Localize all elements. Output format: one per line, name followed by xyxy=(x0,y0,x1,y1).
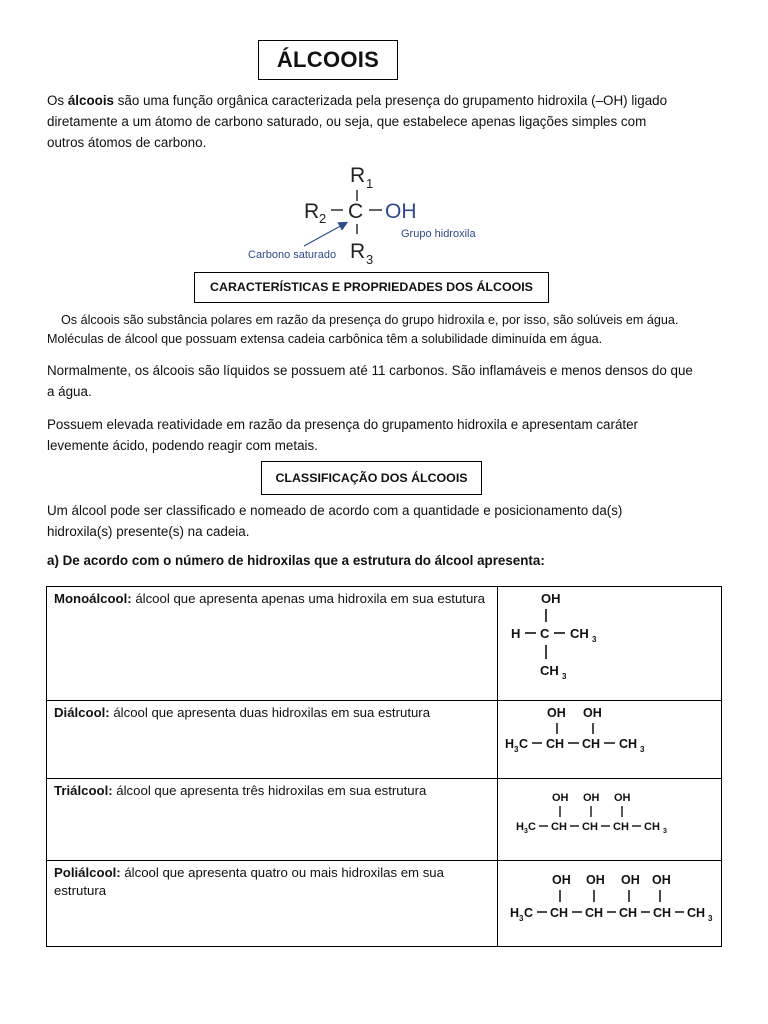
hydroxyl-label: Grupo hidroxila xyxy=(401,228,476,240)
formula-oh: OH xyxy=(583,792,600,804)
formula-ch: CH xyxy=(550,906,569,920)
formula-ch: CH xyxy=(582,821,598,833)
formula-ch: CH xyxy=(585,906,604,920)
formula-c: C xyxy=(519,737,529,751)
table-cell-description xyxy=(47,701,498,779)
formula-h: H xyxy=(511,626,521,641)
row-term: Monoálcool: xyxy=(54,591,132,606)
row-description: álcool que apresenta três hidroxilas em sua estrutura xyxy=(112,783,427,798)
intro-paragraph xyxy=(47,90,737,153)
properties-p3-line-1: Possuem elevada reatividade em razão da presença do grupamento hidroxila e apresentam caráter xyxy=(47,417,639,432)
formula-sub3: 3 xyxy=(663,828,667,835)
formula-ch3: CH xyxy=(570,626,589,641)
monoalcohol-structure xyxy=(498,587,718,695)
classification-line-2: hidroxila(s) presente(s) na cadeia. xyxy=(47,524,250,539)
row-description: álcool que apresenta apenas uma hidroxila em sua estutura xyxy=(131,591,486,606)
row-description: álcool que apresenta quatro ou mais hidroxilas em sua estrutura xyxy=(54,865,444,898)
general-alcohol-structure xyxy=(242,160,482,270)
formula-sub3-bottom: 3 xyxy=(562,672,567,681)
formula-ch: CH xyxy=(551,821,567,833)
r3-label: R xyxy=(350,240,366,263)
properties-paragraph-2 xyxy=(47,360,737,402)
saturated-carbon-arrow xyxy=(304,223,346,246)
formula-oh: OH xyxy=(614,792,631,804)
r2-label: R xyxy=(304,200,320,223)
trialcohol-structure xyxy=(498,779,718,855)
classification-section-title: CLASSIFICAÇÃO DOS ÁLCOOIS xyxy=(261,461,482,495)
properties-p2-line-2: a água. xyxy=(47,384,92,399)
row-term: Triálcool: xyxy=(54,783,113,798)
intro-line-3: outros átomos de carbono. xyxy=(47,135,207,150)
formula-ch3: CH xyxy=(619,737,638,751)
formula-h: H xyxy=(505,737,515,751)
properties-p1-line-1: Os álcoois são substância polares em razão da presença do grupo hidroxila e, por isso, são solúveis em água. xyxy=(61,313,679,327)
hydroxyl-group: OH xyxy=(385,200,417,223)
formula-oh: OH xyxy=(586,873,605,887)
row-term: Diálcool: xyxy=(54,705,110,720)
central-carbon: C xyxy=(348,200,364,223)
table-cell-structure xyxy=(498,861,722,947)
formula-sub3: 3 xyxy=(514,745,519,754)
properties-section-title: CARACTERÍSTICAS E PROPRIEDADES DOS ÁLCOOIS xyxy=(194,272,549,303)
formula-oh: OH xyxy=(541,591,561,606)
table-cell-description xyxy=(47,861,498,947)
formula-h: H xyxy=(510,906,520,920)
properties-p1-line-2: Moléculas de álcool que possuam extensa cadeia carbônica têm a solubilidade diminuída em água. xyxy=(47,332,603,346)
formula-oh: OH xyxy=(652,873,671,887)
row-description: álcool que apresenta duas hidroxilas em sua estrutura xyxy=(109,705,431,720)
formula-ch3: CH xyxy=(687,906,706,920)
intro-rest: são uma função orgânica caracterizada pela presença do grupamento hidroxila (–OH) ligado xyxy=(114,93,668,108)
formula-sub3: 3 xyxy=(708,914,713,923)
formula-ch: CH xyxy=(613,821,629,833)
formula-ch3-bottom: CH xyxy=(540,663,559,678)
formula-c: C xyxy=(524,906,534,920)
table-cell-structure xyxy=(498,779,722,861)
intro-prefix: Os xyxy=(47,93,68,108)
polialcohol-structure xyxy=(498,861,722,941)
formula-ch: CH xyxy=(546,737,565,751)
properties-p2-line-1: Normalmente, os álcoois são líquidos se possuem até 11 carbonos. São inflamáveis e menos densos do que xyxy=(47,363,693,378)
saturated-carbon-label: Carbono saturado xyxy=(248,249,337,261)
properties-p3-line-2: levemente ácido, podendo reagir com metais. xyxy=(47,438,318,453)
intro-line-2: diretamente a um átomo de carbono saturado, ou seja, que estabelece apenas ligações simples com xyxy=(47,114,647,129)
formula-ch: CH xyxy=(653,906,672,920)
classification-heading-a: a) De acordo com o número de hidroxilas que a estrutura do álcool apresenta: xyxy=(47,553,545,568)
formula-oh: OH xyxy=(547,706,566,720)
dialcohol-structure xyxy=(498,701,718,773)
table-cell-description xyxy=(47,587,498,701)
table-row xyxy=(47,587,722,701)
table-row xyxy=(47,701,722,779)
formula-ch: CH xyxy=(582,737,601,751)
row-term: Poliálcool: xyxy=(54,865,121,880)
properties-paragraph-1 xyxy=(47,311,737,349)
r3-sub: 3 xyxy=(366,252,374,267)
table-cell-description xyxy=(47,779,498,861)
intro-line-1 xyxy=(47,90,737,111)
classification-line-1: Um álcool pode ser classificado e nomeado de acordo com a quantidade e posicionamento da(s) xyxy=(47,503,623,518)
formula-ch3: CH xyxy=(644,821,660,833)
formula-ch: CH xyxy=(619,906,638,920)
r1-sub: 1 xyxy=(366,176,374,191)
table-cell-structure xyxy=(498,701,722,779)
formula-sub3: 3 xyxy=(524,828,528,835)
table-cell-structure xyxy=(498,587,722,701)
r2-sub: 2 xyxy=(319,211,327,226)
formula-sub3: 3 xyxy=(592,635,597,644)
classification-paragraph xyxy=(47,500,737,542)
formula-oh: OH xyxy=(583,706,602,720)
formula-sub3: 3 xyxy=(519,914,524,923)
formula-oh: OH xyxy=(621,873,640,887)
formula-sub3: 3 xyxy=(640,745,645,754)
formula-c: C xyxy=(540,626,550,641)
intro-bold-term: álcoois xyxy=(67,93,114,108)
table-row xyxy=(47,861,722,947)
classification-table xyxy=(46,586,722,947)
table-row xyxy=(47,779,722,861)
formula-h: H xyxy=(516,821,524,833)
page-title: ÁLCOOIS xyxy=(258,40,398,80)
formula-c: C xyxy=(528,821,536,833)
r1-label: R xyxy=(350,164,366,187)
formula-oh: OH xyxy=(552,792,569,804)
formula-oh: OH xyxy=(552,873,571,887)
properties-paragraph-3 xyxy=(47,414,737,456)
